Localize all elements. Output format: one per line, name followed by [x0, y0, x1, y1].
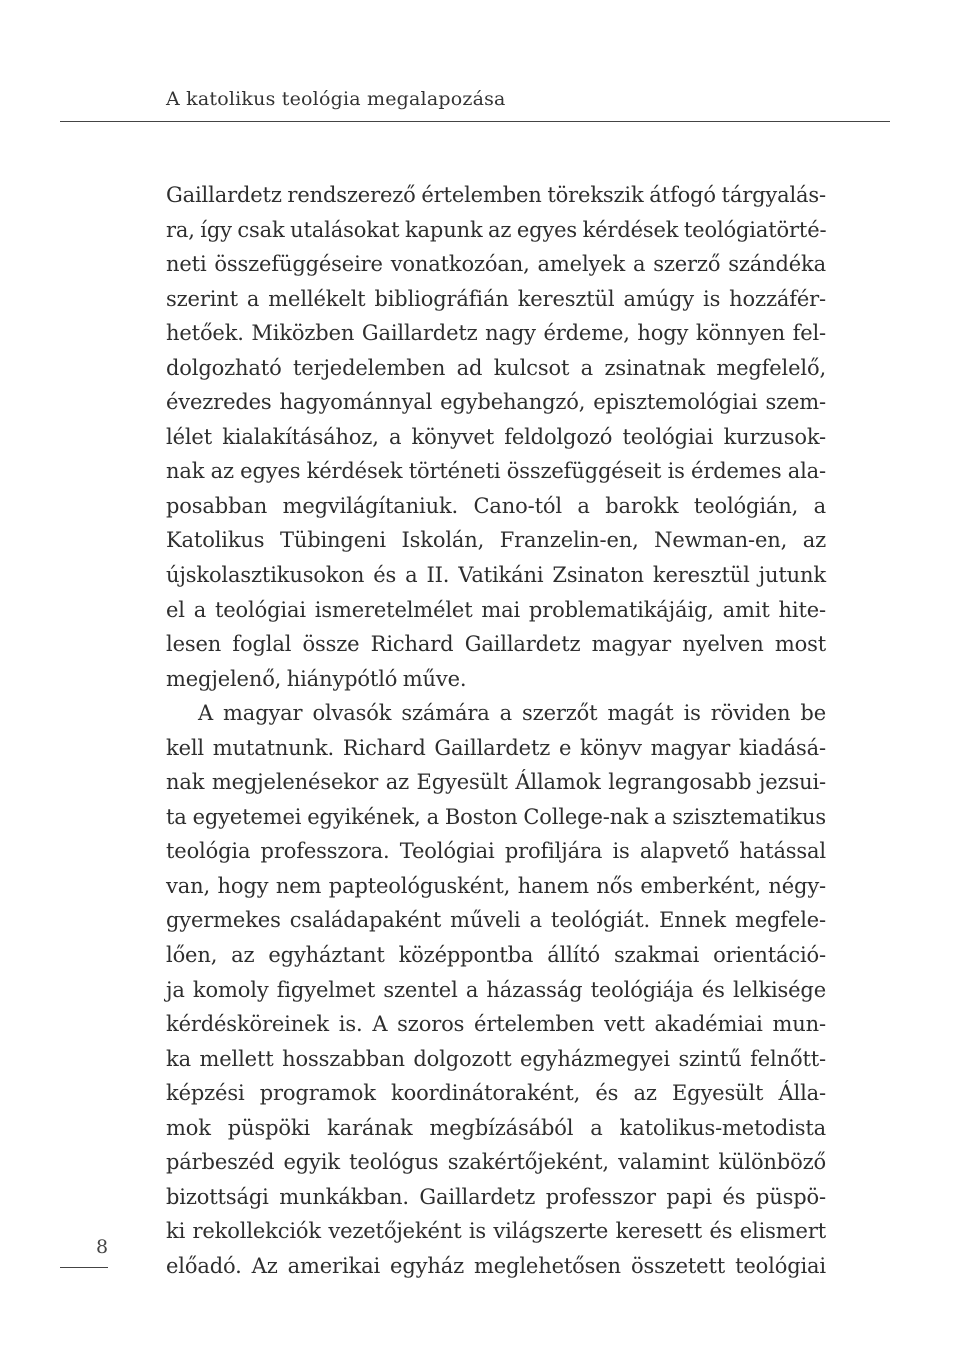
text-line: kell mutatnunk. Richard Gaillardetz e könyv magyar kiadásá- — [166, 735, 826, 760]
text-line: előadó. Az amerikai egyház meglehetősen összetett teológiai — [166, 1253, 826, 1278]
text-line: ra, így csak utalásokat kapunk az egyes kérdések teológiatörté- — [166, 217, 827, 242]
text-line: szerint a mellékelt bibliográfián keresztül amúgy is hozzáfér- — [166, 286, 826, 311]
text-line: bizottsági munkákban. Gaillardetz professzor papi és püspö- — [166, 1184, 826, 1209]
text-line: neti összefüggéseire vonatkozóan, amelyek a szerző szándéka — [166, 252, 826, 277]
footer-rule — [60, 1267, 108, 1268]
text-line: ki rekollekciók vezetőjeként is világszerte keresett és elismert — [166, 1219, 826, 1244]
text-line: ka mellett hosszabban dolgozott egyházmegyei szintű felnőtt- — [166, 1046, 826, 1071]
body-text — [166, 178, 826, 1284]
text-line: megjelenő, hiánypótló műve. — [166, 666, 467, 691]
text-line: kérdésköreinek is. A szoros értelemben vett akadémiai mun- — [166, 1012, 826, 1037]
text-line: gyermekes családapaként műveli a teológiát. Ennek megfele- — [166, 908, 826, 933]
text-line: dolgozható terjedelemben ad kulcsot a zsinatnak megfelelő, — [166, 355, 826, 380]
text-line: mok püspöki karának megbízásából a katolikus-metodista — [166, 1115, 826, 1140]
text-line: el a teológiai ismeretelmélet mai problematikájáig, amit hite- — [166, 597, 826, 622]
text-line: posabban megvilágítaniuk. Cano-tól a barokk teológián, a — [166, 493, 826, 518]
text-line: párbeszéd egyik teológus szakértőjeként, valamint különböző — [166, 1150, 826, 1175]
page-number: 8 — [96, 1236, 109, 1258]
text-line: nak az egyes kérdések történeti összefüggéseit is érdemes ala- — [166, 459, 826, 484]
text-line: lően, az egyháztant középpontba állító szakmai orientáció- — [166, 943, 826, 968]
header-rule — [60, 121, 890, 122]
text-line: van, hogy nem papteológusként, hanem nős emberként, négy- — [166, 873, 826, 898]
text-line: újskolasztikusokon és a II. Vatikáni Zsinaton keresztül jutunk — [166, 563, 826, 588]
text-line: ja komoly figyelmet szentel a házasság teológiája és lelkisége — [166, 977, 826, 1002]
text-line: ta egyetemei egyikének, a Boston College-nak a szisztematikus — [166, 804, 826, 829]
text-line: lélet kialakításához, a könyvet feldolgozó teológiai kurzusok- — [166, 424, 826, 449]
text-line: hetőek. Miközben Gaillardetz nagy érdeme, hogy könnyen fel- — [166, 321, 826, 346]
running-header: A katolikus teológia megalapozása — [166, 88, 506, 110]
text-line: nak megjelenésekor az Egyesült Államok legrangosabb jezsui- — [166, 770, 826, 795]
text-line: Katolikus Tübingeni Iskolán, Franzelin-en, Newman-en, az — [166, 528, 826, 553]
text-line: Gaillardetz rendszerező értelemben törekszik átfogó tárgyalás- — [166, 183, 826, 207]
text-line: képzési programok koordinátoraként, és az Egyesült Álla- — [166, 1081, 826, 1106]
text-line: teológia professzora. Teológiai profiljára is alapvető hatással — [166, 839, 826, 864]
text-line: A magyar olvasók számára a szerzőt magát is röviden be — [198, 701, 826, 726]
text-line: lesen foglal össze Richard Gaillardetz magyar nyelven most — [166, 632, 826, 657]
text-line: évezredes hagyománnyal egybehangzó, episztemológiai szem- — [166, 390, 826, 415]
